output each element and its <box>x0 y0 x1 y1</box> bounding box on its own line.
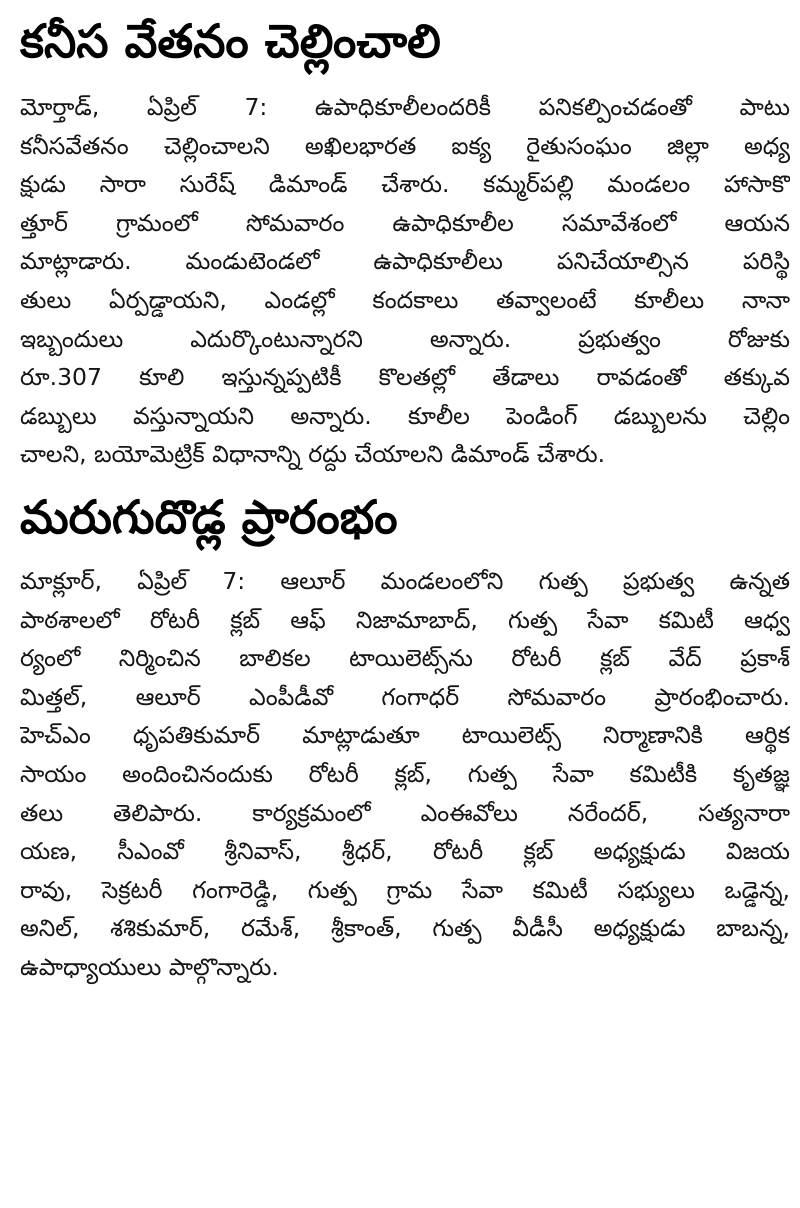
article-1-line: డబ్బులు వస్తున్నాయని అన్నారు. కూలీల పెండింగ్ డబ్బులను చెల్లిం <box>20 401 790 430</box>
article-2-line: రావు, సెక్రటరీ గంగారెడ్డి, గుత్ప గ్రామ సేవా కమిటీ సభ్యులు ఒడ్డెన్న, <box>20 875 790 904</box>
article-1-line: ఇబ్బందులు ఎదుర్కొంటున్నారని అన్నారు. ప్రభుత్వం రోజుకు <box>20 324 790 353</box>
article-1-line: మోర్తాడ్, ఏప్రిల్ 7: ఉపాధికూలీలందరికీ పనికల్పించడంతో పాటు <box>20 93 790 121</box>
article-2-headline: మరుగుదొడ్ల ప్రారంభం <box>20 489 398 544</box>
article-1-line: త్తూర్ గ్రామంలో సోమవారం ఉపాధికూలీల సమావేశంలో ఆయన <box>20 208 790 237</box>
article-1-headline: కనీస వేతనం చెల్లించాలి <box>20 14 441 68</box>
article-1-line: కనీసవేతనం చెల్లించాలని అఖిలభారత ఐక్య రైతుసంఘం జిల్లా అధ్య <box>20 131 790 160</box>
article-1-line: చాలని, బయోమెట్రిక్ విధానాన్ని రద్దు చేయాలని డిమాండ్ చేశారు. <box>20 440 606 469</box>
article-2-body <box>20 562 790 987</box>
article-2-line: అనిల్, శశికుమార్, రమేశ్, శ్రీకాంత్, గుత్ప వీడీసీ అధ్యక్షుడు బాబన్న, <box>20 914 790 943</box>
article-2-line: ర్యంలో నిర్మించిన బాలికల టాయిలెట్స్‌ను రోటరీ క్లబ్ వేద్ ప్రకాశ్ <box>20 644 790 673</box>
article-1-line: క్షుడు సారా సురేష్ డిమాండ్ చేశారు. కమ్మర్‌పల్లి మండలం హాసాకొ <box>20 170 790 199</box>
article-1-line: రూ.307 కూలి ఇస్తున్నప్పటికీ కొలతల్లో తేడాలు రావడంతో తక్కువ <box>20 363 790 392</box>
article-2-line: పాఠశాలలో రోటరీ క్లబ్ ఆఫ్ నిజామాబాద్, గుత్ప సేవా కమిటీ ఆధ్వ <box>20 605 790 634</box>
article-2-line: హెచ్‌ఎం ధృపతికుమార్ మాట్లాడుతూ టాయిలెట్స్ నిర్మాణానికి ఆర్థిక <box>20 721 790 750</box>
article-2-line: మాక్లూర్, ఏప్రిల్ 7: ఆలూర్ మండలంలోని గుత్ప ప్రభుత్వ ఉన్నత <box>20 566 790 595</box>
article-1-line: తులు ఏర్పడ్డాయని, ఎండల్లో కందకాలు తవ్వాలంటే కూలీలు నానా <box>20 285 790 314</box>
article-2-line: మిత్తల్, ఆలూర్ ఎంపీడీవో గంగాధర్ సోమవారం ప్రారంభించారు. <box>20 682 790 711</box>
article-2-line: సాయం అందించినందుకు రోటరీ క్లబ్, గుత్ప సేవా కమిటీకి కృతజ్ఞ <box>20 759 790 788</box>
article-1-body <box>20 88 790 474</box>
article-1-line: మాట్లాడారు. మండుటెండలో ఉపాధికూలీలు పనిచేయాల్సిన పరిస్థి <box>20 247 790 276</box>
article-2-line: తలు తెలిపారు. కార్యక్రమంలో ఎంఈవోలు నరేందర్, సత్యనారా <box>20 798 790 827</box>
article-2-line: ఉపాధ్యాయులు పాల్గొన్నారు. <box>20 952 279 981</box>
article-2-line: యణ, సీఎంవో శ్రీనివాస్, శ్రీధర్, రోటరీ క్లబ్ అధ్యక్షుడు విజయ <box>20 837 790 866</box>
